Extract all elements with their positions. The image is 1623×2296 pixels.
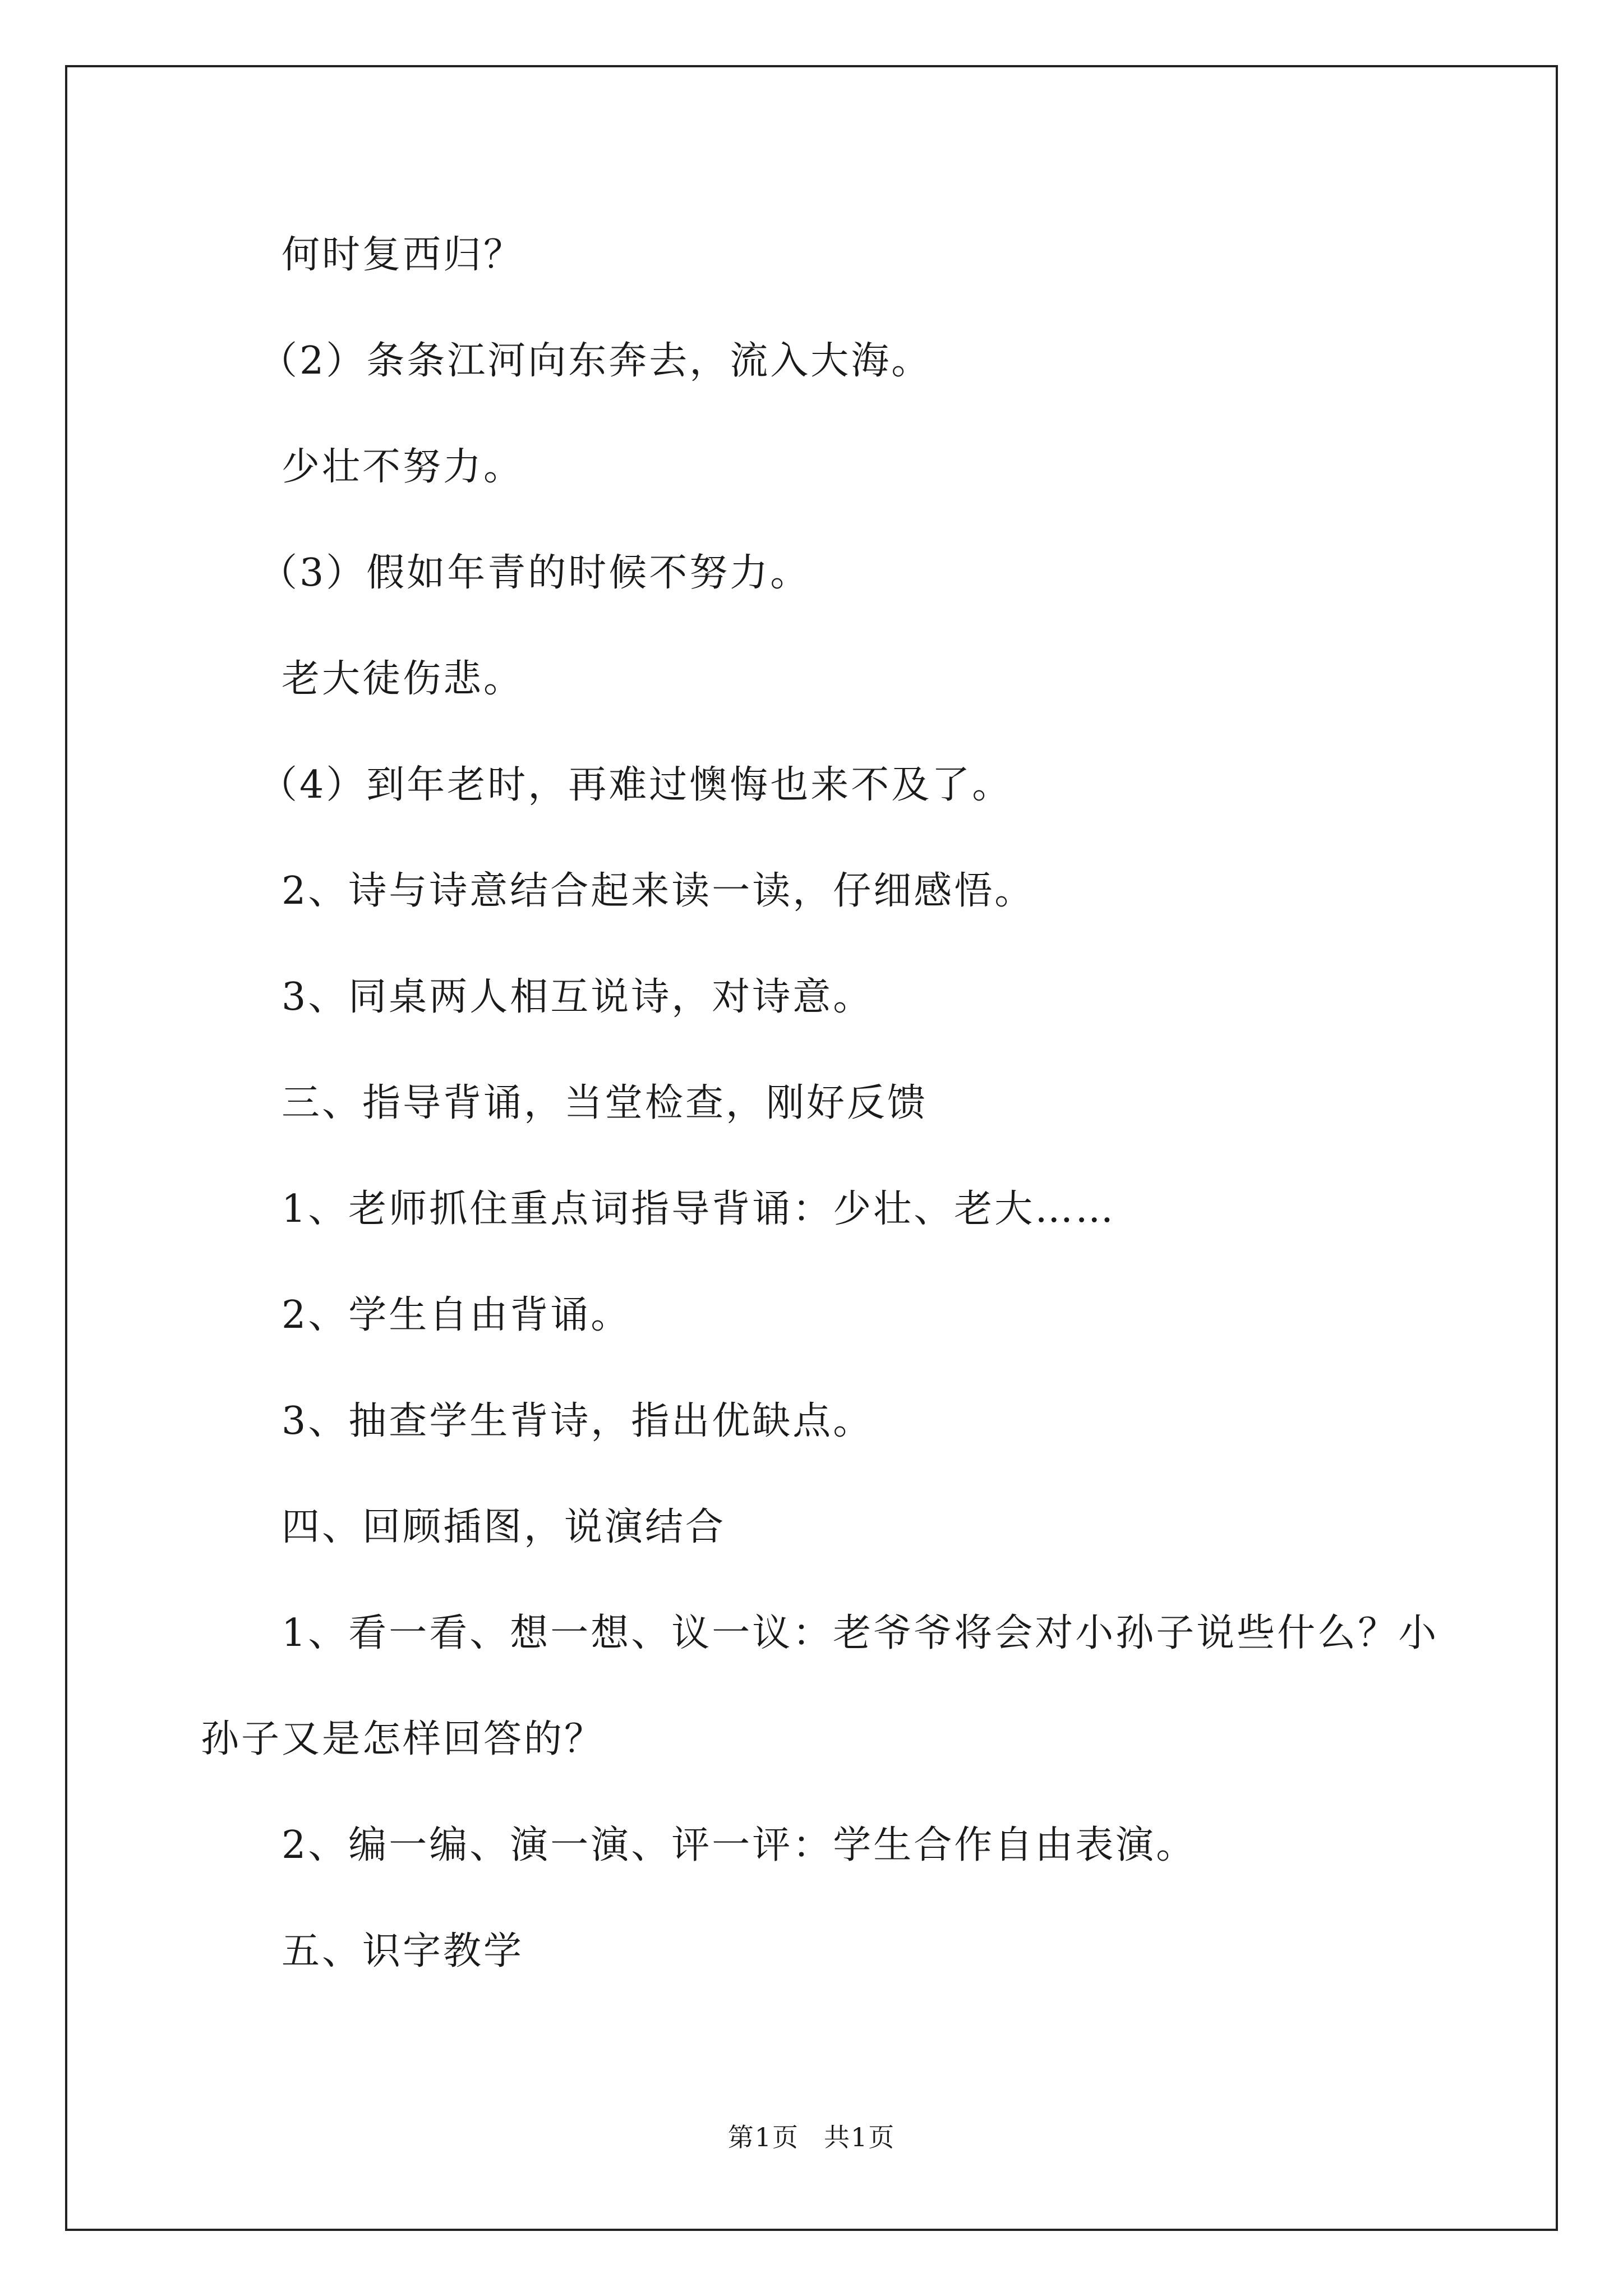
section-heading: 三、指导背诵，当堂检查，刚好反馈	[282, 1081, 928, 1125]
text-line: 2、学生自由背诵。	[282, 1293, 631, 1337]
text-line: 2、编一编、演一演、评一评：学生合作自由表演。	[282, 1823, 1197, 1867]
page-number-total: 共1页	[824, 2122, 896, 2152]
text-line: 少壮不努力。	[282, 445, 524, 489]
page-footer	[0, 2122, 1623, 2153]
page-border	[65, 65, 1558, 2231]
text-line: 何时复西归？	[282, 233, 524, 277]
text-line: 1、老师抓住重点词指导背诵：少壮、老大……	[282, 1187, 1116, 1231]
section-heading: 四、回顾插图，说演结合	[282, 1505, 726, 1549]
text-line: 孙子又是怎样回答的？	[201, 1717, 605, 1761]
text-line: 3、抽查学生背诗，指出优缺点。	[282, 1399, 874, 1443]
page-number-current: 第1页	[727, 2122, 799, 2152]
text-line: 3、同桌两人相互说诗，对诗意。	[282, 975, 874, 1019]
text-line: 2、诗与诗意结合起来读一读，仔细感悟。	[282, 869, 1035, 913]
section-heading: 五、识字教学	[282, 1929, 524, 1973]
text-line: （4）到年老时，再难过懊悔也来不及了。	[259, 763, 1013, 807]
text-line: 1、看一看、想一想、议一议：老爷爷将会对小孙子说些什么？小	[282, 1611, 1439, 1655]
text-line: 老大徒伤悲。	[282, 657, 524, 701]
text-line: （2）条条江河向东奔去，流入大海。	[259, 339, 932, 383]
text-line: （3）假如年青的时候不努力。	[259, 551, 811, 595]
